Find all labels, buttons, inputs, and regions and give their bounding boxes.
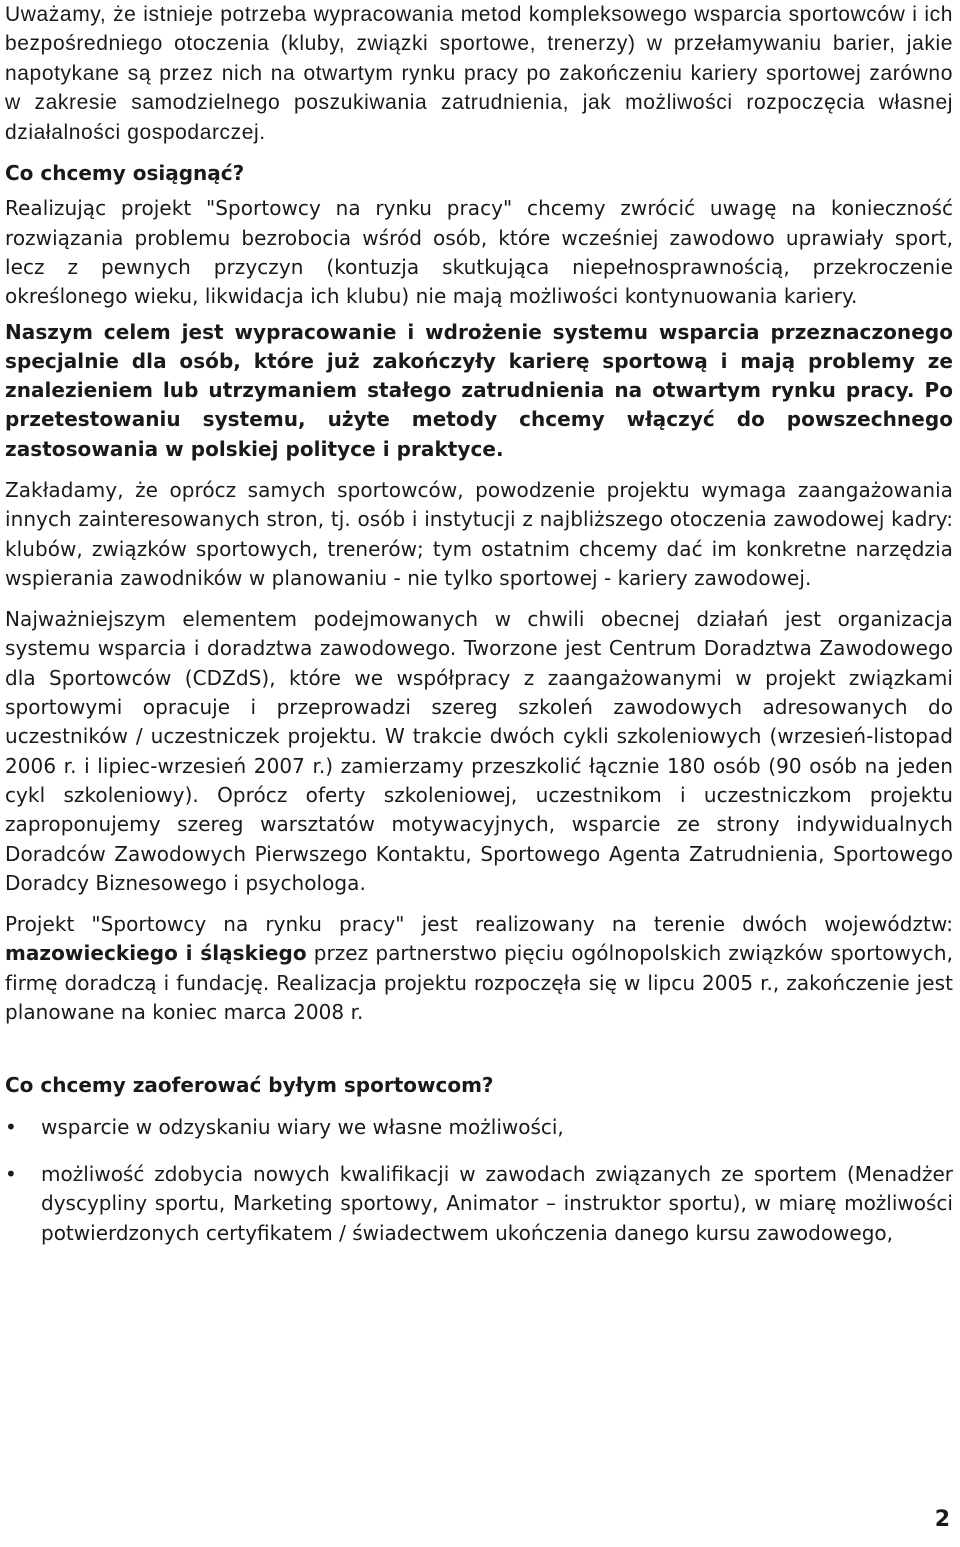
intro-paragraph: Uważamy, że istnieje potrzeba wypracowania metod kompleksowego wsparcia sportowców i ich bezpośredniego otoczenia (kluby, związki sportowe, trenerzy) w przełamywaniu barier, jakie napotykane są przez nich na otwartym rynku pracy po zakończeniu kariery sportowej zarówno w zakresie samodzielnego poszukiwania zatrudnienia, jak możliwości rozpoczęcia własnej działalności gospodarczej. <box>5 3 953 144</box>
heading-goals: Co chcemy osiągnąć? <box>5 161 245 186</box>
list-item-text: wsparcie w odzyskaniu wiary we własne możliwości, <box>41 1114 564 1139</box>
bullet-icon: • <box>5 1161 17 1186</box>
page-number: 2 <box>934 1507 950 1532</box>
realization-text-1: Projekt "Sportowcy na rynku pracy" jest realizowany na terenie dwóch województw: <box>5 912 953 937</box>
list-item-text: możliwość zdobycia nowych kwalifikacji w zawodach związanych ze sportem (Menadżer dyscypliny sportu, Marketing sportowy, Animator – instruktor sportu), w miarę możliwości potwierdzonych certyfikatem / świadectwem ukończenia danego kursu zawodowego, <box>41 1161 953 1245</box>
document-page <box>5 0 953 1266</box>
offer-list <box>5 1113 953 1248</box>
goal-paragraph: Naszym celem jest wypracowanie i wdrożenie systemu wsparcia przeznaczonego specjalnie dla osób, które już zakończyły karierę sportową i mają problemy ze znalezieniem lub utrzymaniem stałego zatrudnienia na otwartym rynku pracy. Po przetestowaniu systemu, użyte metody chcemy włączyć do powszechnego zastosowania w polskiej polityce i praktyce. <box>5 319 953 461</box>
assumptions-paragraph: Zakładamy, że oprócz samych sportowców, powodzenie projektu wymaga zaangażowania innych zainteresowanych stron, tj. osób i instytucji z najbliższego otoczenia zawodowej kadry: klubów, związków sportowych, trenerów; tym ostatnim chcemy dać im konkretne narzędzia wspierania zawodników w planowaniu - nie tylko sportowej - kariery zawodowej. <box>5 478 953 590</box>
voivodeships-bold: mazowieckiego i śląskiego <box>5 941 307 966</box>
bullet-icon: • <box>5 1114 17 1139</box>
project-paragraph: Realizując projekt "Sportowcy na rynku pracy" chcemy zwrócić uwagę na konieczność rozwiązania problemu bezrobocia wśród osób, które wcześniej zawodowo uprawiały sport, lecz z pewnych przyczyn (kontuzja skutkująca niepełnosprawnością, przekroczenie określonego wieku, likwidacja ich klubu) nie mają możliwości kontynuowania kariery. <box>5 196 953 309</box>
support-system-paragraph: Najważniejszym elementem podejmowanych w chwili obecnej działań jest organizacja systemu wsparcia i doradztwa zawodowego. Tworzone jest Centrum Doradztwa Zawodowego dla Sportowców (CDZdS), które we współpracy z zaangażowanymi w projekt związkami sportowymi opracuje i przeprowadzi szereg szkoleń zawodowych adresowanych do uczestników / uczestniczek projektu. W trakcie dwóch cykli szkoleniowych (wrzesień-listopad 2006 r. i lipiec-wrzesień 2007 r.) zamierzamy przeszkolić łącznie 180 osób (90 osób na jeden cykl szkoleniowy). Oprócz oferty szkoleniowej, uczestnikom i uczestniczkom projektu zaproponujemy szereg warsztatów motywacyjnych, wsparcie ze strony indywidualnych Doradców Zawodowych Pierwszego Kontaktu, Sportowego Agenta Zatrudnienia, Sportowego Doradcy Biznesowego i psychologa. <box>5 607 953 895</box>
list-item <box>5 1160 953 1248</box>
realization-paragraph <box>5 910 953 1027</box>
realization-text-2: przez partnerstwo pięciu ogólnopolskich związków sportowych, firmę doradczą i fundację. Realizacja projektu rozpoczęła się w lipcu 2005 r., zakończenie jest planowane na koniec marca 2008 r. <box>5 941 953 1025</box>
list-item <box>5 1113 953 1142</box>
heading-offer: Co chcemy zaoferować byłym sportowcom? <box>5 1073 494 1098</box>
